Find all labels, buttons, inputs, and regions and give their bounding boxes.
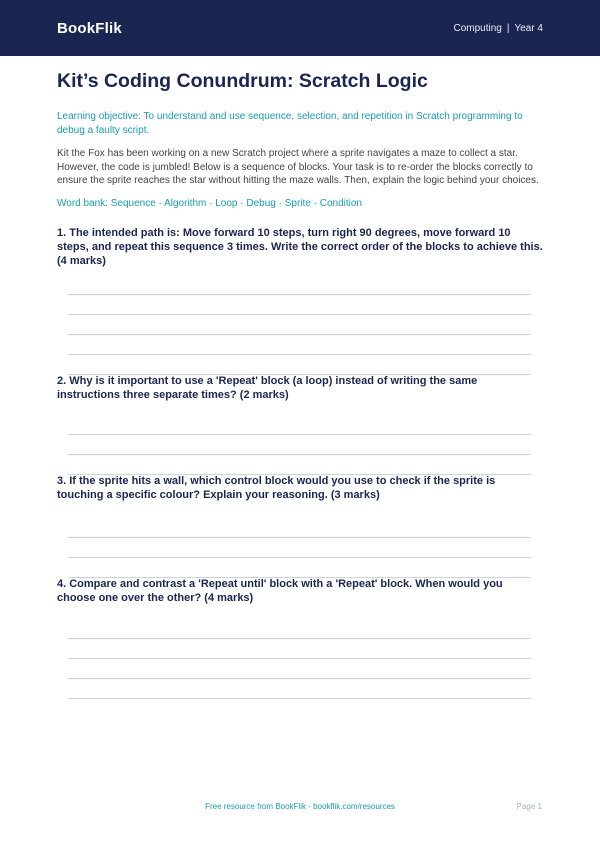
- question-3: 3. If the sprite hits a wall, which control block would you use to check if the sprite is touching a specific colour? Explain your reasoning. (3 marks): [57, 475, 496, 501]
- answer-line[interactable]: [68, 557, 531, 558]
- answer-lines-4: [68, 638, 531, 699]
- brand-logo: BookFlik: [57, 19, 122, 37]
- question-4: 4. Compare and contrast a 'Repeat until' block with a 'Repeat' block. When would you choose one over the other? (4 marks): [57, 578, 503, 604]
- answer-line[interactable]: [68, 314, 531, 315]
- word-bank: Word bank: Sequence · Algorithm · Loop · Debug · Sprite · Condition: [57, 197, 362, 209]
- answer-line[interactable]: [68, 678, 531, 679]
- answer-line[interactable]: [68, 658, 531, 659]
- question-2: 2. Why is it important to use a 'Repeat' block (a loop) instead of writing the same instructions three separate times? (2 marks): [57, 375, 478, 401]
- page-title: Kit’s Coding Conundrum: Scratch Logic: [57, 70, 428, 92]
- answer-line[interactable]: [68, 334, 531, 335]
- meta-separator: |: [506, 22, 510, 34]
- answer-line[interactable]: [68, 454, 531, 455]
- worksheet-content: [0, 68, 600, 699]
- answer-line[interactable]: [68, 294, 531, 295]
- answer-lines-3: [68, 537, 531, 578]
- answer-line[interactable]: [68, 354, 531, 355]
- answer-line[interactable]: [68, 434, 531, 435]
- answer-line[interactable]: [68, 537, 531, 538]
- answer-line[interactable]: [68, 698, 531, 699]
- footer-credit: Free resource from BookFlik · bookflik.com/resources: [205, 802, 395, 811]
- subject-label: Computing: [453, 22, 502, 34]
- intro-paragraph: Kit the Fox has been working on a new Scratch project where a sprite navigates a maze to collect a star. However, the code is jumbled! Below is a sequence of blocks. Your task is to re-order the blocks correctly to ensure the sprite reaches the star without hitting the maze walls. Then, explain the logic behind your choices.: [57, 148, 539, 186]
- answer-lines-1: [68, 294, 531, 375]
- answer-line[interactable]: [68, 638, 531, 639]
- subject-meta: [453, 23, 543, 34]
- year-label: Year 4: [514, 22, 543, 34]
- learning-objective: Learning objective: To understand and use sequence, selection, and repetition in Scratch programming to debug a faulty script.: [57, 111, 523, 136]
- answer-lines-2: [68, 434, 531, 475]
- page-header: [0, 0, 600, 56]
- page-number: Page 1: [516, 802, 542, 811]
- question-1: 1. The intended path is: Move forward 10 steps, turn right 90 degrees, move forward 10 steps, and repeat this sequence 3 times. Write the correct order of the blocks to achieve this. (4 marks): [57, 227, 543, 267]
